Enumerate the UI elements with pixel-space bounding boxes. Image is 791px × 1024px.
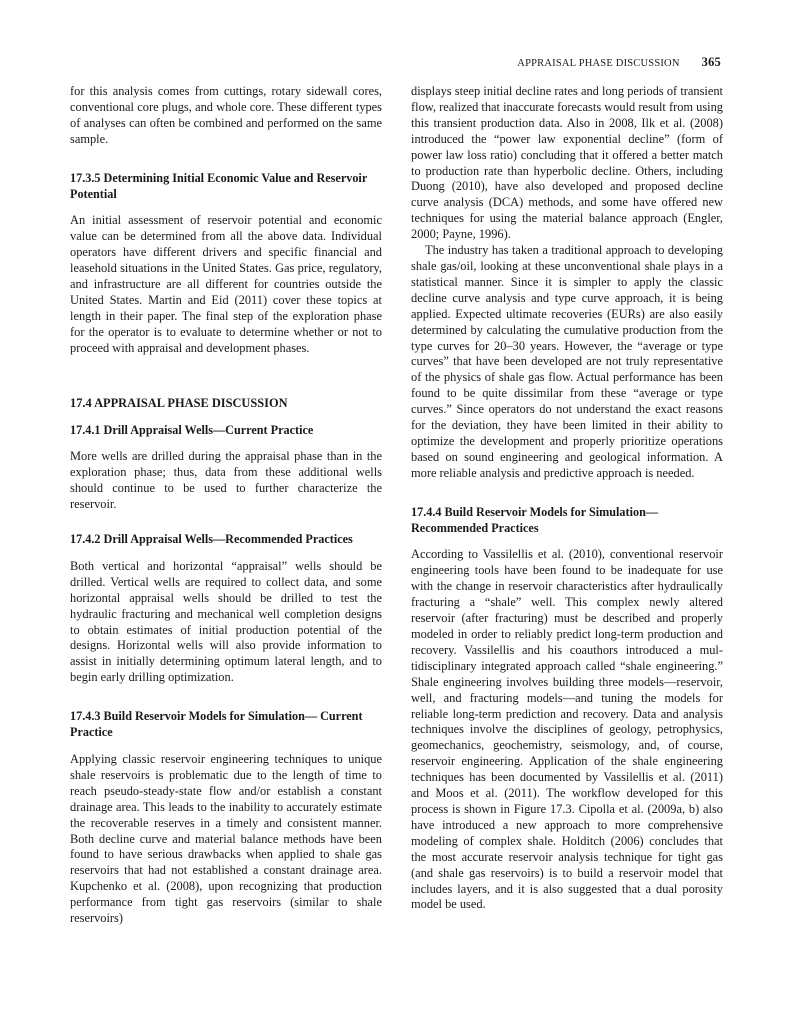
heading-17-4: 17.4 APPRAISAL PHASE DISCUSSION <box>70 395 288 410</box>
running-head <box>517 55 721 70</box>
paragraph-continued: displays steep initial decline rates and long periods of transient flow, realized that inaccurate forecasts would result from using this transient production data. Also in 2008, Ilk et al. (2008) introduced the “power law exponential decline” (form of power law loss ratio) concluding that it offered a better match to production rate than hyperbolic decline. Others, including Duong (2010), have also developed and proposed decline curve analysis (DCA) methods, and some have offered new techniques for using the material balance approach (Engler, 2000; Payne, 1996). <box>411 84 723 242</box>
heading-17-4-3: 17.4.3 Build Reservoir Models for Simulation— Current Practice <box>70 709 363 740</box>
paragraph-17-4-2: Both vertical and horizontal “appraisal” wells should be drilled. Vertical wells are required to collect data, and some horizontal appraisal wells should be drilled to test the hydraulic fracturing and mechanical well completion designs to obtain estimates of initial production potential of the designs. Horizontal wells will also provide information to assist in initially determining optimum lateral length, and to begin early drilling optimization. <box>70 558 382 685</box>
heading-17-3-5: 17.3.5 Determining Initial Economic Value and Reservoir Potential <box>70 170 368 201</box>
paragraph-17-4-1: More wells are drilled during the appraisal phase than in the exploration phase; thus, data from these additional wells should continue to be used to further characterize the reservoir. <box>70 449 382 512</box>
left-column <box>70 84 382 927</box>
paragraph-17-4-4: According to Vassilellis et al. (2010), conventional reservoir engineering tools have been found to be inadequate for use with the change in reservoir characteristics after hydraulically fracturing a “shale” well. This complex newly altered reservoir (after fracturing) must be described and properly modeled in order to reliably predict long-term production and recovery. Vassilellis and his coauthors introduced a multidisciplinary integrated approach called “shale engineering.” Shale engineering involves building three models—reservoir, well, and fracturing models—and tuning the models for reliable long-term prediction and recovery. Data and analysis techniques involve the disciplines of geology, petrophysics, geomechanics, geochemistry, seismology, and, of course, reservoir engineering. Application of the shale engineering techniques has been documented by Vassilellis et al. (2011) and Moos et al. (2011). The workflow developed for this process is shown in Figure 17.3. Cipolla et al. (2009a, b) also have introduced a new approach to more comprehensive modeling of complex shale. Holditch (2006) concludes that the most accurate reservoir analysis technique for tight gas (and shale gas reservoirs) is to build a reservoir model that includes layers, and it is also suggested that a dual porosity model be used. <box>411 547 723 912</box>
heading-17-4-2: 17.4.2 Drill Appraisal Wells—Recommended Practices <box>70 532 353 547</box>
running-head-title: APPRAISAL PHASE DISCUSSION <box>517 58 680 69</box>
paragraph-industry: The industry has taken a traditional approach to developing shale gas/oil, looking at these unconventional shale plays in a statistical manner. Since it is simpler to apply the classic decline curve analysis and type curve approach, it is being applied. Expected ultimate recoveries (EURs) are also easily determined by calculating the cumulative production from the type curves for 20–30 years. However, the “average or type curves” that have been developed are not truly representative of the physics of shale gas flow. Actual performance has been found to be quite dissimilar from these “average or type curves.” Since operators do not understand the exact reasons for the deviation, they have been limited in their ability to optimize the development and properly prioritize operations based on sound engineering and geological information. A more reliable analysis and predictive approach is needed. <box>411 243 723 480</box>
heading-17-4-4: 17.4.4 Build Reservoir Models for Simulation—Recommended Practices <box>411 504 659 535</box>
paragraph-intro: for this analysis comes from cuttings, rotary sidewall cores, conventional core plugs, and whole core. These different types of analyses can often be combined and performed on the same sample. <box>70 84 382 146</box>
paragraph-17-4-3: Applying classic reservoir engineering techniques to unique shale reservoirs is problematic due to the length of time to reach pseudo-steady-state flow and/or establish a constant drainage area. This leads to the inability to accurately estimate the recoverable reserves in a timely and consistent manner. Both decline curve and material balance methods have been found to have serious drawbacks when applied to shale gas reservoirs that had not established a constant drainage area. Kupchenko et al. (2008), upon recognizing that production performance from tight gas reservoirs (similar to shale reservoirs) <box>70 752 382 926</box>
right-column <box>411 84 723 913</box>
heading-17-4-1: 17.4.1 Drill Appraisal Wells—Current Practice <box>70 422 314 437</box>
page-number: 365 <box>701 55 721 69</box>
paragraph-17-3-5: An initial assessment of reservoir potential and economic value can be determined from all the above data. Individual operators have different drivers and specific financial and leasehold situations in the United States. Gas price, regulatory, and infrastructure are all different for countries outside the United States. Martin and Eid (2011) cover these topics at length in their paper. The final step of the exploration phase for the operator is to evaluate to determine whether or not to proceed with appraisal and development phases. <box>70 213 382 355</box>
